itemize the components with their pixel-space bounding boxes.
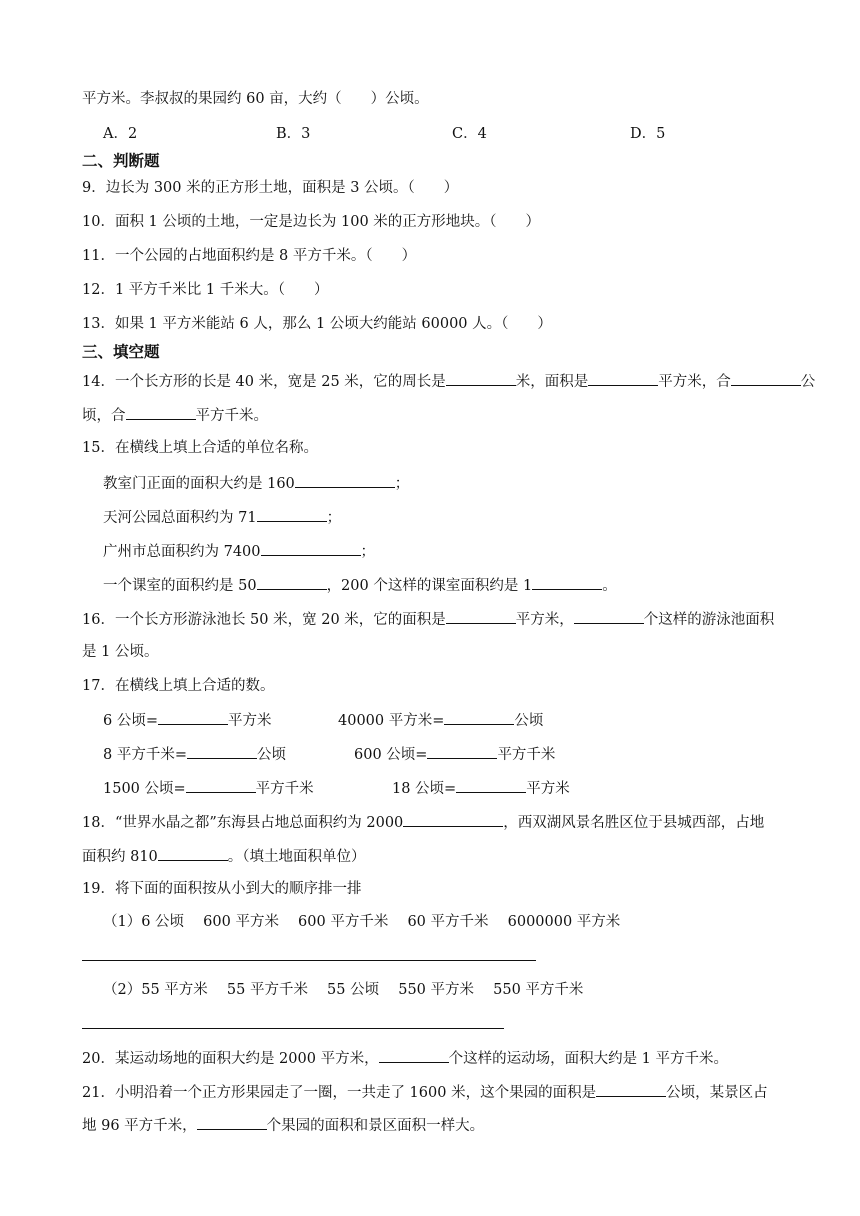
q20: 20．某运动场地的面积大约是 2000 平方米， 个这样的运动场，面积大约是 1 平方千米。 [82, 1047, 728, 1069]
answer-blank[interactable] [126, 404, 196, 420]
q13: 13．如果 1 平方米能站 6 人，那么 1 公顷大约能站 60000 人。（ ） [82, 316, 552, 332]
q12: 12．1 平方千米比 1 千米大。（ ） [82, 282, 329, 298]
answer-blank[interactable] [596, 1081, 666, 1097]
answer-blank[interactable] [158, 845, 228, 861]
q17-r2b: 600 公顷= 平方千米 [354, 743, 555, 765]
answer-blank[interactable] [532, 574, 602, 590]
answer-blank[interactable] [444, 709, 514, 725]
q8-option-d[interactable]: D．5 [630, 126, 666, 142]
q8-option-a[interactable]: A．2 [103, 126, 138, 142]
q8-tail: 平方米。李叔叔的果园约 60 亩，大约（ ）公顷。 [82, 91, 429, 107]
q8-option-c[interactable]: C．4 [452, 126, 487, 142]
section-title-judgement: 二、判断题 [82, 152, 160, 170]
q15-d: 一个课室的面积约是 50 ，200 个这样的课室面积约是 1 。 [103, 574, 617, 596]
answer-blank[interactable] [403, 811, 503, 827]
answer-blank[interactable] [379, 1047, 449, 1063]
answer-blank[interactable] [427, 743, 497, 759]
q8-option-b[interactable]: B．3 [276, 126, 311, 142]
answer-blank[interactable] [446, 608, 516, 624]
answer-blank[interactable] [186, 777, 256, 793]
q21-line1: 21．小明沿着一个正方形果园走了一圈，一共走了 1600 米，这个果园的面积是 公顷，某景区占 [82, 1081, 768, 1103]
answer-blank[interactable] [446, 370, 516, 386]
q19-answer-line-1[interactable] [82, 960, 536, 961]
answer-blank[interactable] [588, 370, 658, 386]
q19-stem: 19．将下面的面积按从小到大的顺序排一排 [82, 881, 362, 897]
q15-b: 天河公园总面积约为 71 ； [103, 506, 341, 528]
answer-blank[interactable] [574, 608, 644, 624]
answer-blank[interactable] [257, 506, 327, 522]
answer-blank[interactable] [261, 540, 361, 556]
answer-blank[interactable] [257, 574, 327, 590]
q16-line1: 16．一个长方形游泳池长 50 米，宽 20 米，它的面积是 平方米， 个这样的游泳池面积 [82, 608, 774, 630]
answer-blank[interactable] [731, 370, 801, 386]
q18-line2: 面积约 810 。（填土地面积单位） [82, 845, 366, 867]
answer-blank[interactable] [295, 472, 395, 488]
q14-line2: 顷，合 平方千米。 [82, 404, 268, 426]
q21-line2: 地 96 平方千米， 个果园的面积和景区面积一样大。 [82, 1114, 484, 1136]
answer-blank[interactable] [197, 1114, 267, 1130]
q17-r1b: 40000 平方米= 公顷 [338, 709, 543, 731]
q10: 10．面积 1 公顷的土地，一定是边长为 100 米的正方形地块。（ ） [82, 214, 541, 230]
q17-r1a: 6 公顷= 平方米 [103, 709, 271, 731]
q19-item1: （1）6 公顷 600 平方米 600 平方千米 60 平方千米 6000000 平方米 [103, 914, 621, 930]
q15-c: 广州市总面积约为 7400 ； [103, 540, 375, 562]
q19-answer-line-2[interactable] [82, 1028, 504, 1029]
answer-blank[interactable] [187, 743, 257, 759]
q17-r2a: 8 平方千米= 公顷 [103, 743, 286, 765]
answer-blank[interactable] [456, 777, 526, 793]
q17-r3a: 1500 公顷= 平方千米 [103, 777, 314, 799]
q11: 11．一个公园的占地面积约是 8 平方千米。（ ） [82, 248, 417, 264]
answer-blank[interactable] [158, 709, 228, 725]
q9: 9．边长为 300 米的正方形土地，面积是 3 公顷。（ ） [82, 180, 459, 196]
q18-line1: 18．“世界水晶之都”东海县占地总面积约为 2000 ，西双湖风景名胜区位于县城西部，占地 [82, 811, 764, 833]
q17-stem: 17．在横线上填上合适的数。 [82, 678, 275, 694]
q17-r3b: 18 公顷= 平方米 [392, 777, 570, 799]
section-title-fill: 三、填空题 [82, 343, 160, 361]
q19-item2: （2）55 平方米 55 平方千米 55 公顷 550 平方米 550 平方千米 [103, 982, 584, 998]
q14-line1: 14．一个长方形的长是 40 米，宽是 25 米，它的周长是 米，面积是 平方米，合 公 [82, 370, 815, 392]
q16-line2: 是 1 公顷。 [82, 644, 159, 660]
q15-a: 教室门正面的面积大约是 160 ； [103, 472, 409, 494]
q15-stem: 15．在横线上填上合适的单位名称。 [82, 440, 318, 456]
